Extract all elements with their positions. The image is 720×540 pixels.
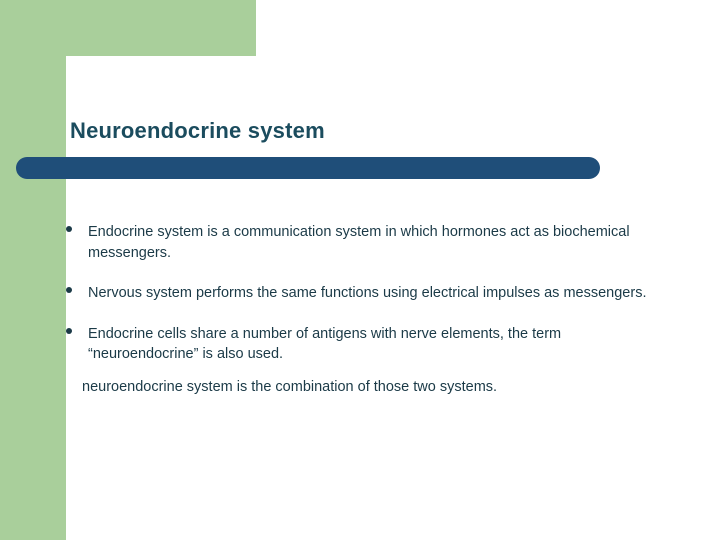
slide-title: Neuroendocrine system (70, 118, 325, 143)
list-item-text: Endocrine system is a communication system in which hormones act as biochemical messengers. (88, 224, 630, 261)
closing-line: neuroendocrine system is the combination of those two systems. (82, 378, 498, 395)
bullet-marker-icon (66, 328, 72, 334)
title-underline-bar (16, 157, 600, 179)
bullet-marker-icon (66, 287, 72, 293)
list-item-text: Nervous system performs the same functions using electrical impulses as messengers. (88, 285, 647, 302)
left-green-band (0, 0, 66, 540)
list-item (60, 222, 670, 263)
list-item (60, 283, 670, 304)
bullet-marker-icon (66, 226, 72, 232)
list-item (60, 324, 670, 365)
bullet-list (60, 222, 670, 397)
top-green-block (0, 0, 256, 56)
list-item-text: Endocrine cells share a number of antigens with nerve elements, the term “neuroendocrine” is also used. (88, 325, 562, 363)
